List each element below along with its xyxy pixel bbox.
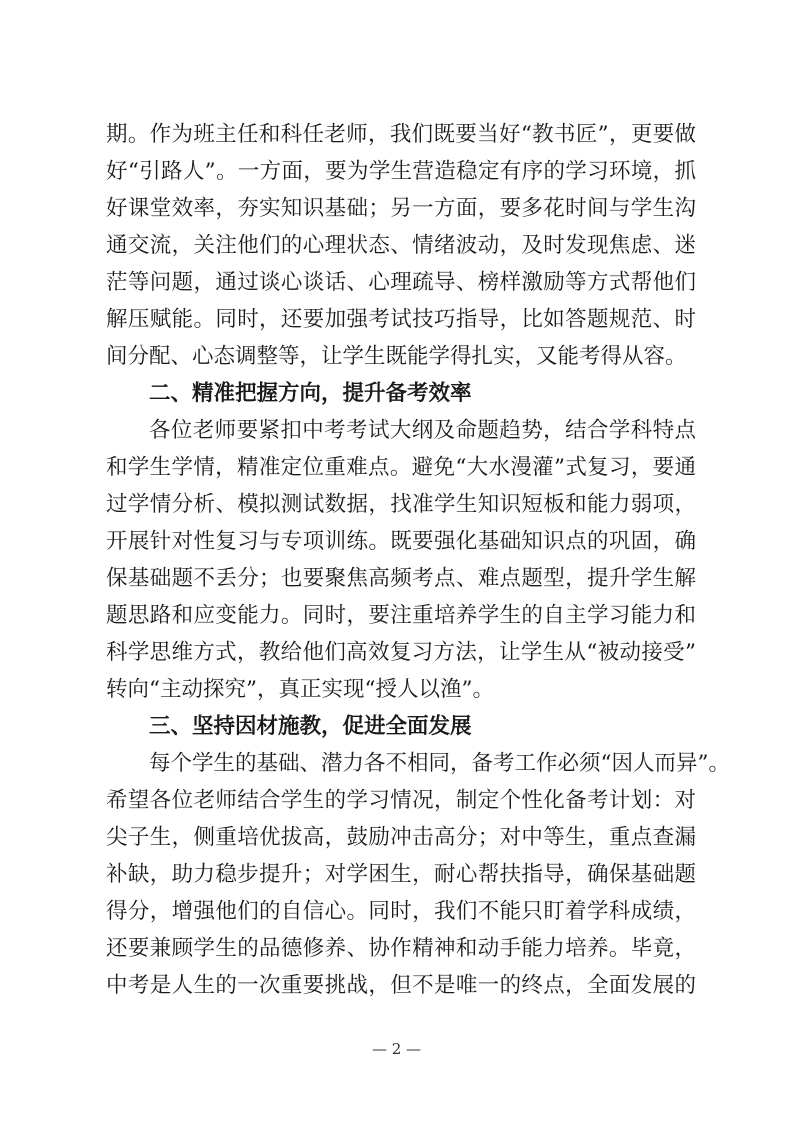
paragraph-1 <box>106 116 696 375</box>
section-heading-2: 二、精准把握方向，提升备考效率 <box>149 381 472 406</box>
paragraph-2 <box>106 412 696 708</box>
text-line: 期。作为班主任和科任老师，我们既要当好“教书匠”，更要做 <box>106 122 696 147</box>
text-line: 保基础题不丢分；也要聚焦高频考点、难点题型，提升学生解 <box>106 566 696 591</box>
text-line: 希望各位老师结合学生的学习情况，制定个性化备考计划：对 <box>106 788 696 813</box>
text-line: 过学情分析、模拟测试数据，找准学生知识短板和能力弱项， <box>106 492 696 517</box>
text-line: 各位老师要紧扣中考考试大纲及命题趋势，结合学科特点 <box>149 418 696 443</box>
text-line: 通交流，关注他们的心理状态、情绪波动，及时发现焦虑、迷 <box>106 233 696 258</box>
paragraph-3 <box>106 745 730 1004</box>
text-line: 中考是人生的一次重要挑战，但不是唯一的终点，全面发展的 <box>106 973 696 998</box>
text-line: 好课堂效率，夯实知识基础；另一方面，要多花时间与学生沟 <box>106 196 696 221</box>
text-line: 补缺，助力稳步提升；对学困生，耐心帮扶指导，确保基础题 <box>106 862 696 887</box>
text-line: 科学思维方式，教给他们高效复习方法，让学生从“被动接受” <box>106 640 696 665</box>
text-line: 开展针对性复习与专项训练。既要强化基础知识点的巩固，确 <box>106 529 696 554</box>
text-line: 得分，增强他们的自信心。同时，我们不能只盯着学科成绩， <box>106 899 696 924</box>
text-line: 解压赋能。同时，还要加强考试技巧指导，比如答题规范、时 <box>106 307 696 332</box>
text-line: 和学生学情，精准定位重难点。避免“大水漫灌”式复习，要通 <box>106 455 696 480</box>
text-line: 好“引路人”。一方面，要为学生营造稳定有序的学习环境，抓 <box>106 159 696 184</box>
text-line: 尖子生，侧重培优拔高，鼓励冲击高分；对中等生，重点查漏 <box>106 825 696 850</box>
text-line: 每个学生的基础、潜力各不相同，备考工作必须“因人而异”。 <box>149 751 730 776</box>
text-line: 题思路和应变能力。同时，要注重培养学生的自主学习能力和 <box>106 603 696 628</box>
text-line: 还要兼顾学生的品德修养、协作精神和动手能力培养。毕竟， <box>106 936 696 961</box>
text-line: 转向“主动探究”，真正实现“授人以渔”。 <box>106 677 494 702</box>
body-text <box>106 116 730 1004</box>
page-number: — 2 — <box>371 1040 422 1058</box>
text-line: 间分配、心态调整等，让学生既能学得扎实，又能考得从容。 <box>106 344 687 369</box>
text-line: 茫等问题，通过谈心谈话、心理疏导、榜样激励等方式帮他们 <box>106 270 696 295</box>
section-heading-3: 三、坚持因材施教，促进全面发展 <box>149 714 472 739</box>
